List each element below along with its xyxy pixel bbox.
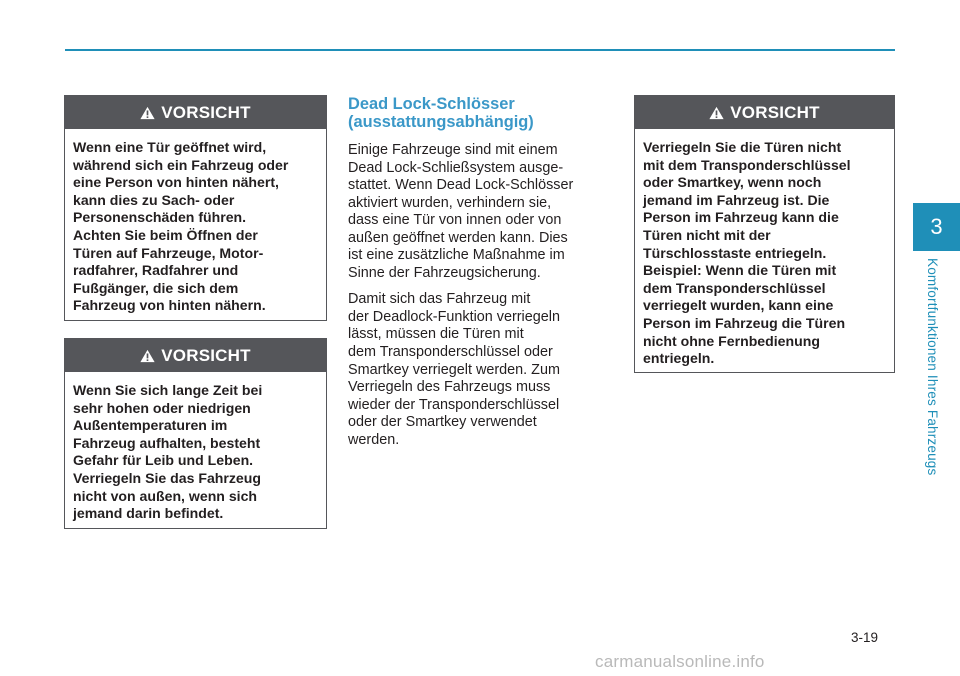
caution-text: Wenn Sie sich lange Zeit bei sehr hohen oder niedrigen Außentemperaturen im Fahrzeug aufhalten, besteht Gefahr für Leib und Leben. Verriegeln Sie das Fahrzeug nicht von außen, wenn sich jemand darin befindet.	[73, 382, 263, 522]
watermark: carmanualsonline.info	[595, 652, 765, 671]
chapter-title: Komfortfunktionen Ihres Fahrzeugs	[925, 258, 940, 476]
caution-label: VORSICHT	[161, 102, 251, 122]
caution-label: VORSICHT	[730, 102, 820, 122]
caution-text: Verriegeln Sie die Türen nicht mit dem Transponderschlüssel oder Smartkey, wenn noch jemand im Fahrzeug ist. Die Person im Fahrzeug kann die Türen nicht mit der Türschlosstaste entriegeln. Beispiel: Wenn die Türen mit dem Transponderschlüssel verriegelt wurden, kann eine Person im Fahrzeug die Türen nicht ohne Fernbedienung entriegeln.	[643, 139, 851, 367]
section-paragraph: Einige Fahrzeuge sind mit einem Dead Lock-Schließsystem ausge- stattet. Wenn Dead Lock-Schlösser aktiviert wurden, verhindern sie, dass eine Tür von innen oder von außen geöffnet werden kann. Dies ist eine zusätzliche Maßnahme im Sinne der Fahrzeugsicherung.	[348, 142, 574, 281]
section-paragraph: Damit sich das Fahrzeug mit der Deadlock-Funktion verriegeln lässt, müssen die Türen mit dem Transponderschlüssel oder Smartkey verriegelt werden. Zum Verriegeln des Fahrzeugs muss wieder der Transponderschlüssel oder der Smartkey verwendet werden.	[348, 291, 560, 448]
caution-box-temperature	[64, 338, 327, 529]
top-rule	[65, 49, 895, 51]
caution-header	[65, 339, 326, 372]
warning-triangle-icon	[140, 349, 155, 363]
chapter-number-tab: 3	[913, 203, 960, 251]
caution-header	[65, 96, 326, 129]
caution-header	[635, 96, 894, 129]
warning-triangle-icon	[140, 106, 155, 120]
warning-triangle-icon	[709, 106, 724, 120]
caution-text: Wenn eine Tür geöffnet wird, während sich ein Fahrzeug oder eine Person von hinten nähert, kann dies zu Sach- oder Personenschäden führen. Achten Sie beim Öffnen der Türen auf Fahrzeuge, Motor- radfahrer, Radfahrer und Fußgänger, die sich dem Fahrzeug von hinten nähern.	[73, 139, 289, 314]
caution-label: VORSICHT	[161, 345, 251, 365]
page-number: 3-19	[851, 630, 879, 645]
caution-box-locking	[634, 95, 895, 373]
dead-lock-section	[348, 96, 613, 458]
section-title: Dead Lock-Schlösser (ausstattungsabhängig)	[348, 95, 534, 131]
caution-box-door-opening	[64, 95, 327, 321]
